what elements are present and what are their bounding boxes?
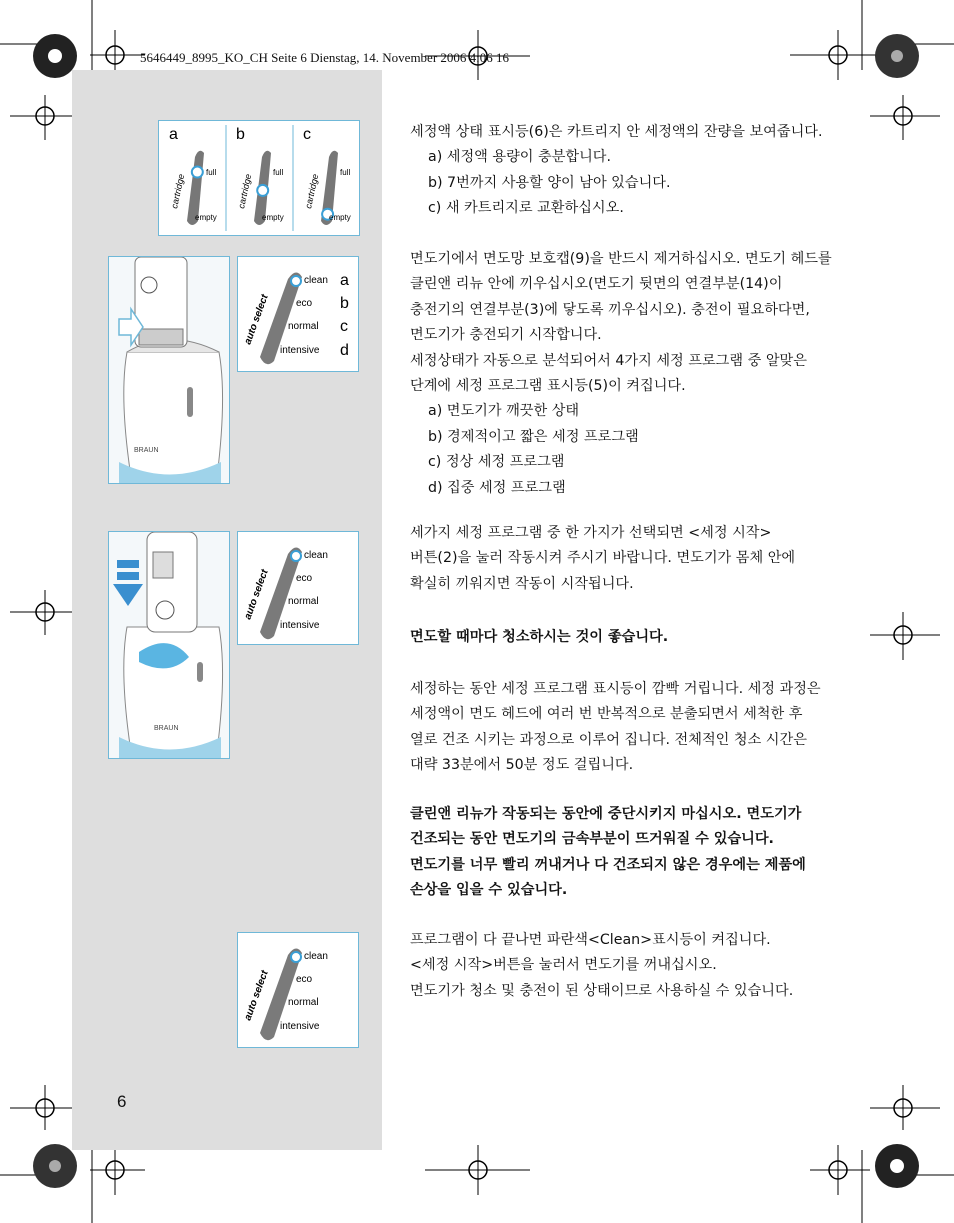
program-label: normal: [288, 321, 319, 332]
text-line: 세정액 상태 표시등(6)은 카트리지 안 세정액의 잔량을 보여줍니다.: [410, 124, 823, 140]
cartridge-column-letter: b: [236, 126, 245, 143]
auto-select-label: auto select: [242, 969, 271, 1023]
auto-select-label: auto select: [242, 293, 271, 347]
clean-indicator-icon: [291, 276, 301, 286]
text-line: 클린앤 리뉴가 작동되는 동안에 중단시키지 마십시오. 면도기가: [410, 806, 802, 822]
program-label: normal: [288, 596, 319, 607]
text-line: 버튼(2)을 눌러 작동시켜 주시기 바랍니다. 면도기가 몸체 안에: [410, 550, 796, 567]
auto-select-label: auto select: [242, 568, 271, 622]
auto-select-panel-2: [237, 531, 359, 645]
text-line: a) 세정액 용량이 충분합니다.: [428, 149, 612, 166]
text-line: 면도기에서 면도망 보호캡(9)을 반드시 제거하십시오. 면도기 헤드를: [410, 251, 832, 267]
cartridge-label: cartridge: [303, 173, 321, 210]
empty-label: empty: [195, 213, 217, 222]
brand-logo: BRAUN: [154, 725, 179, 732]
text-line: 손상을 입을 수 있습니다.: [410, 882, 568, 899]
cartridge-column-letter: a: [169, 126, 178, 143]
section-insert-shaver: [410, 247, 832, 501]
text-line: 단계에 세정 프로그램 표시등(5)이 켜집니다.: [410, 378, 686, 395]
text-line: 세정상태가 자동으로 분석되어서 4가지 세정 프로그램 중 알맞은: [410, 352, 807, 369]
cartridge-label: cartridge: [236, 173, 254, 210]
section-start-cleaning: [410, 521, 795, 597]
text-line: 대략 33분에서 50분 정도 걸립니다.: [410, 757, 634, 774]
program-letter: c: [340, 318, 348, 335]
program-label: eco: [296, 298, 313, 309]
text-line: c) 정상 세정 프로그램: [428, 454, 565, 471]
full-label: full: [273, 168, 284, 177]
cartridge-column-letter: c: [303, 126, 311, 143]
text-line: 확실히 끼워지면 작동이 시작됩니다.: [410, 575, 634, 592]
empty-label: empty: [262, 213, 284, 222]
program-label: intensive: [280, 1021, 320, 1032]
text-line: 열로 건조 시키는 과정으로 이루어 집니다. 전체적인 청소 시간은: [410, 731, 807, 748]
clean-indicator-icon: [291, 952, 301, 962]
section-warning: [410, 802, 806, 904]
program-label: eco: [296, 974, 313, 985]
program-label: normal: [288, 997, 319, 1008]
clean-indicator-icon: [291, 551, 301, 561]
text-line: 충전기의 연결부분(3)에 닿도록 끼우십시오). 충전이 필요하다면,: [410, 301, 810, 318]
auto-select-panel-3: [237, 932, 359, 1048]
text-line: 면도할 때마다 청소하시는 것이 좋습니다.: [410, 629, 669, 645]
section-cartridge-status: [410, 120, 823, 222]
text-line: 면도기가 충전되기 시작합니다.: [410, 327, 602, 344]
level-indicator-icon: [257, 185, 268, 196]
full-label: full: [206, 168, 217, 177]
cartridge-label: cartridge: [169, 173, 187, 210]
text-line: 클린앤 리뉴 안에 끼우십시오(면도기 뒷면의 연결부분(14)이: [410, 276, 783, 293]
program-label: clean: [304, 951, 328, 962]
brand-logo: BRAUN: [134, 447, 159, 454]
auto-select-panel-letters: [237, 256, 359, 372]
text-line: 면도기가 청소 및 충전이 된 상태이므로 사용하실 수 있습니다.: [410, 982, 794, 999]
program-letter: b: [340, 295, 349, 312]
print-header: 5646449_8995_KO_CH Seite 6 Dienstag, 14. November 2006 4:06 16: [140, 50, 510, 65]
shaver-insertion-illustration: [108, 256, 230, 484]
text-line: 세정하는 동안 세정 프로그램 표시등이 깜빡 거립니다. 세정 과정은: [410, 681, 821, 697]
program-label: clean: [304, 550, 328, 561]
text-line: c) 새 카트리지로 교환하십시오.: [428, 200, 624, 217]
text-line: 프로그램이 다 끝나면 파란색<Clean>표시등이 켜집니다.: [410, 932, 771, 948]
empty-label: empty: [329, 213, 351, 222]
text-line: 세가지 세정 프로그램 중 한 가지가 선택되면 <세정 시작>: [410, 525, 772, 541]
text-line: 건조되는 동안 면도기의 금속부분이 뜨거워질 수 있습니다.: [410, 831, 774, 848]
level-indicator-icon: [192, 167, 203, 178]
text-line: b) 경제적이고 짧은 세정 프로그램: [428, 428, 639, 445]
program-letter: d: [340, 342, 349, 359]
section-finish: [410, 928, 793, 1004]
shaver-start-illustration: [108, 531, 230, 759]
program-label: intensive: [280, 345, 320, 356]
program-label: intensive: [280, 620, 320, 631]
program-label: eco: [296, 573, 313, 584]
text-line: b) 7번까지 사용할 양이 남아 있습니다.: [428, 174, 671, 191]
full-label: full: [340, 168, 351, 177]
text-line: d) 집중 세정 프로그램: [428, 479, 566, 496]
section-clean-recommendation: [410, 625, 668, 650]
text-line: <세정 시작>버튼을 눌러서 면도기를 꺼내십시오.: [410, 957, 717, 974]
text-line: 세정액이 면도 헤드에 여러 번 반복적으로 분출되면서 세척한 후: [410, 706, 803, 723]
program-label: clean: [304, 275, 328, 286]
cartridge-level-figure: [158, 120, 360, 236]
text-line: a) 면도기가 깨끗한 상태: [428, 403, 580, 420]
program-letter: a: [340, 272, 349, 289]
text-line: 면도기를 너무 빨리 꺼내거나 다 건조되지 않은 경우에는 제품에: [410, 856, 806, 873]
section-cleaning-process: [410, 677, 821, 779]
page-number: 6: [117, 1092, 127, 1111]
